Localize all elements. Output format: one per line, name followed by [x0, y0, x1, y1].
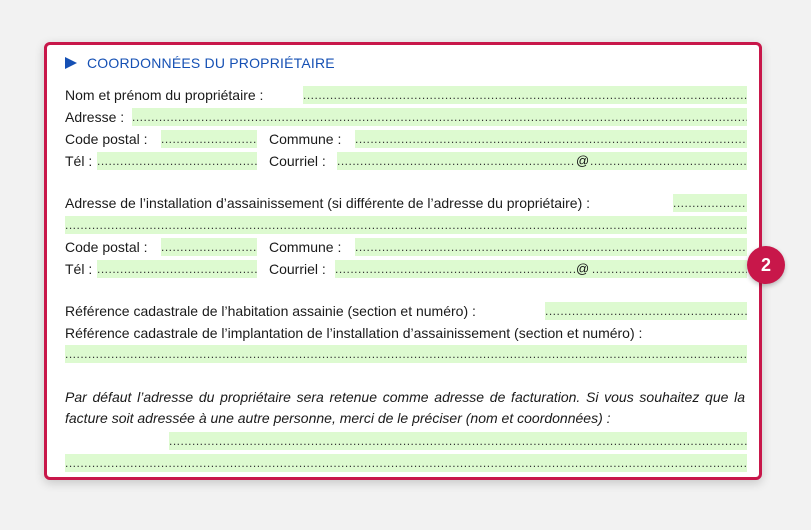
installation-email-field[interactable] [335, 260, 747, 278]
owner-commune-field[interactable] [355, 130, 747, 148]
installation-email-label: Courriel : [269, 261, 326, 277]
cadastral-habitation-label: Référence cadastrale de l’habitation assainie (section et numéro) : [65, 303, 476, 319]
owner-email-label: Courriel : [269, 153, 326, 169]
installation-address-field-1[interactable] [673, 194, 747, 212]
cadastral-installation-label: Référence cadastrale de l’implantation de l’installation d’assainissement (section et numéro) : [65, 325, 643, 341]
owner-address-label: Adresse : [65, 109, 125, 125]
installation-address-field-2[interactable] [65, 216, 747, 234]
owner-email-field[interactable] [337, 152, 747, 170]
installation-commune-label: Commune : [269, 239, 342, 255]
billing-note: Par défaut l’adresse du propriétaire sera retenue comme adresse de facturation. Si vous souhaitez que la facture soit adressée à une autre personne, merci de le préciser (nom et coordonnées) : [65, 389, 745, 426]
owner-name-field[interactable] [303, 86, 747, 104]
cadastral-habitation-field[interactable] [545, 302, 747, 320]
section-title: COORDONNÉES DU PROPRIÉTAIRE [87, 55, 335, 71]
owner-postal-field[interactable] [161, 130, 257, 148]
owner-tel-label: Tél : [65, 153, 93, 169]
triangle-bullet-icon [65, 57, 77, 69]
installation-postal-label: Code postal : [65, 239, 148, 255]
billing-field-1[interactable] [169, 432, 747, 450]
billing-field-2[interactable] [65, 454, 747, 472]
owner-details-card [44, 42, 762, 480]
installation-address-label: Adresse de l’installation d’assainissement (si différente de l’adresse du propriétaire) : [65, 195, 591, 211]
owner-name-label: Nom et prénom du propriétaire : [65, 87, 264, 103]
step-badge: 2 [747, 246, 785, 284]
owner-tel-field[interactable] [97, 152, 257, 170]
cadastral-installation-field[interactable] [65, 345, 747, 363]
installation-tel-field[interactable] [97, 260, 257, 278]
section-header [65, 55, 335, 71]
owner-address-field[interactable] [132, 108, 747, 126]
owner-postal-label: Code postal : [65, 131, 148, 147]
installation-tel-label: Tél : [65, 261, 93, 277]
installation-commune-field[interactable] [355, 238, 747, 256]
installation-postal-field[interactable] [161, 238, 257, 256]
owner-commune-label: Commune : [269, 131, 342, 147]
